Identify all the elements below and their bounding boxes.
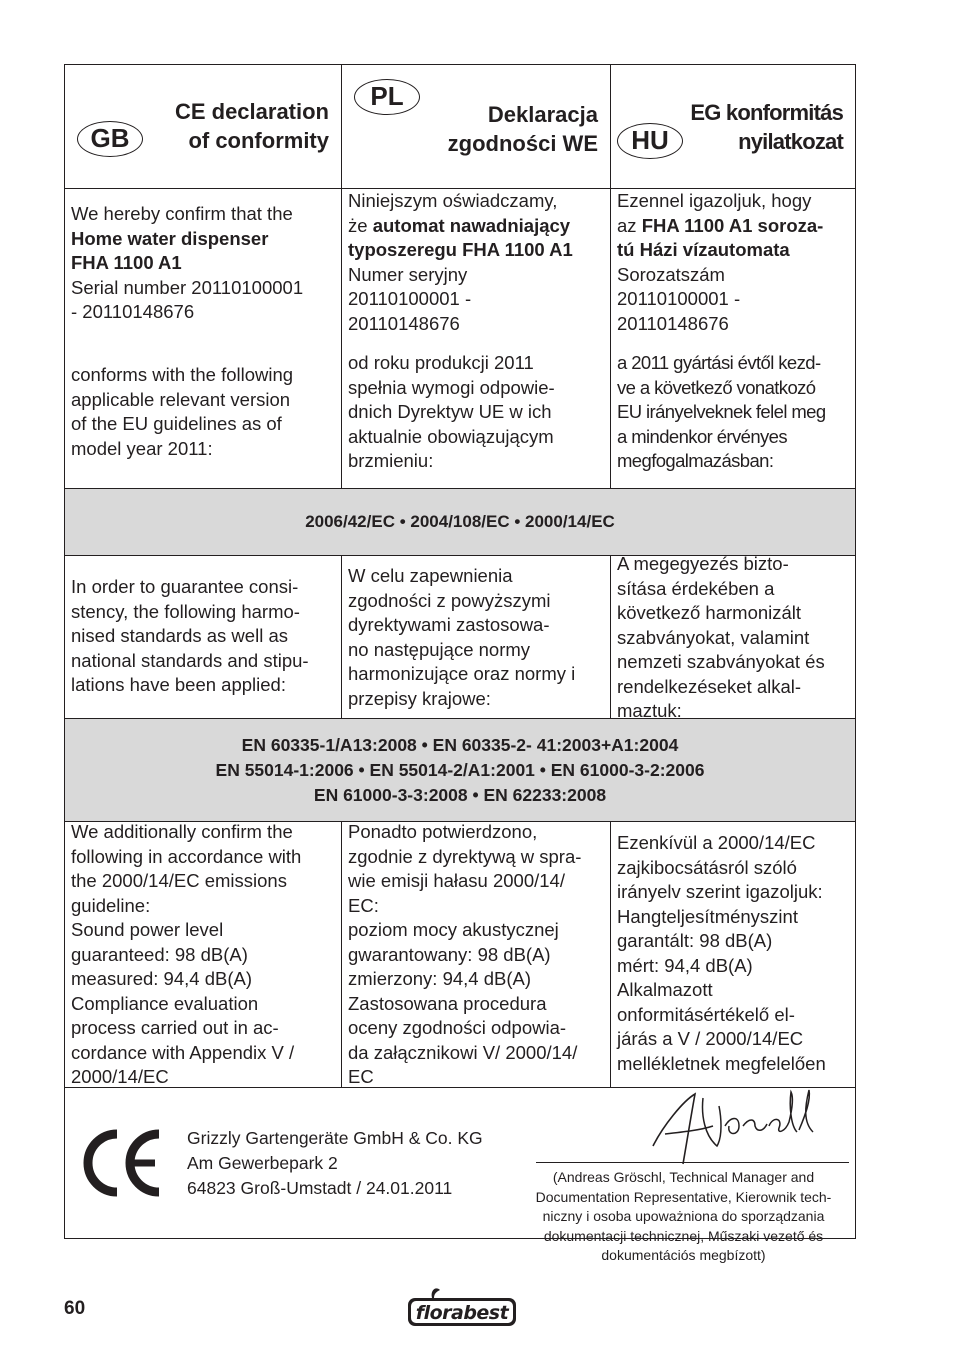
standards-line: EN 55014-1:2006 • EN 55014-2/A1:2001 • EN 61000-3-2:2006 <box>215 759 705 780</box>
pl-standards-intro: W celu zapewnienia zgodności z powyższymi dyrektywami zastosowa- no następujące normy harmonizujące oraz normy i przepisy krajowe: <box>342 556 611 718</box>
standards-intro-row <box>65 556 855 719</box>
directives-band <box>65 489 855 556</box>
hu-standards-intro: A megegyezés bizto- sítása érdekében a következő harmonizált szabványokat, valamint nemzeti szabványokat és rendelkezéseket alkal- maztuk: <box>617 556 825 718</box>
page-number: 60 <box>64 1298 86 1319</box>
declaration-table <box>64 64 856 1263</box>
pl-emissions-text: Ponadto potwierdzono, zgodnie z dyrektywą w spra- wie emisji hałasu 2000/14/ EC: poziom mocy akustycznej gwarantowany: 98 dB(A) zmierzony: 94,4 dB(A) Zastosowana procedura oceny zgodności odpowia- da załącznikowi V/ 2000/14/ EC <box>342 822 611 1087</box>
manufacturer-address <box>187 1126 483 1201</box>
hu-title: EG konformitás nyilatkozat <box>690 100 843 154</box>
header-row <box>65 65 855 189</box>
pl-title: Deklaracja zgodności WE <box>447 102 598 156</box>
gb-title: CE declaration of conformity <box>174 99 329 153</box>
signatory-caption: (Andreas Gröschl, Technical Manager and Documentation Representative, Kierownik tech- niczny i osoba upoważniona do sporządzania dokumentacji technicznej, Műszaki vezető és dokumentációs megbízott) <box>535 1169 832 1263</box>
hu-emissions-text: Ezenkívül a 2000/14/EC zajkibocsátásról szóló irányelv szerint igazoljuk: Hangteljesítményszint garantált: 98 dB(A) mért: 94,4 dB(A) Alkalmazott onformitásértékelő el- járás a V / 2000/14/EC mellékletnek megfelelően <box>617 832 826 1074</box>
street: Am Gewerbepark 2 <box>187 1153 338 1173</box>
hu-product-text: Ezennel igazoljuk, hogy az FHA 1100 A1 soroza- tú Házi vízautomata Sorozatszám 20110100001 - 20110148676 a 2011 gyártási évtől kezd- ve a következő vonatkozó EU irányelveknek felel meg a mindenkor érvényes megfogalmazásban: <box>617 190 826 471</box>
gb-standards-intro: In order to guarantee consi- stency, the following harmo- nised standards as well as national standards and stipu- lations have been applied: <box>65 556 342 718</box>
signature <box>643 1086 823 1173</box>
header-gb <box>65 65 342 188</box>
gb-badge: GB <box>77 121 143 157</box>
footer-row <box>65 1088 855 1263</box>
standards-line: EN 61000-3-3:2008 • EN 62233:2008 <box>313 784 607 805</box>
ce-mark-logo <box>81 1128 163 1203</box>
signature-line <box>536 1162 849 1163</box>
standards-line: EN 60335-1/A13:2008 • EN 60335-2- 41:2003+A1:2004 <box>241 734 679 755</box>
gb-emissions-text: We additionally confirm the following in accordance with the 2000/14/EC emissions guideline: Sound power level guaranteed: 98 dB(A) measured: 94,4 dB(A) Compliance evaluation process carried out in ac- cordance with Appendix V / 2000/14/EC <box>65 822 342 1087</box>
header-hu <box>611 65 855 188</box>
svg-text:florabest: florabest <box>415 1302 509 1324</box>
florabest-logo <box>406 1284 518 1335</box>
pl-badge: PL <box>354 79 420 115</box>
emissions-row <box>65 822 855 1088</box>
company-name: Grizzly Gartengeräte GmbH & Co. KG <box>187 1128 483 1148</box>
standards-band <box>65 719 855 822</box>
product-row <box>65 189 855 489</box>
city-date: 64823 Groß-Umstadt / 24.01.2011 <box>187 1178 453 1198</box>
hu-badge: HU <box>617 123 683 159</box>
header-pl <box>342 65 611 188</box>
pl-product-text: Niniejszym oświadczamy, że automat nawadniający typoszeregu FHA 1100 A1 Numer seryjny 20110100001 - 20110148676 od roku produkcji 2011 spełnia wymogi odpowie- dnich Dyrektyw UE w ich aktualnie obowiązującym brzmieniu: <box>342 189 611 488</box>
directives-list: 2006/42/EC • 2004/108/EC • 2000/14/EC <box>305 512 615 531</box>
gb-product-text: We hereby confirm that the Home water dispenser FHA 1100 A1 Serial number 20110100001 - 20110148676 conforms with the following applicable relevant version of the EU guidelines as of model year 2011: <box>65 189 342 488</box>
